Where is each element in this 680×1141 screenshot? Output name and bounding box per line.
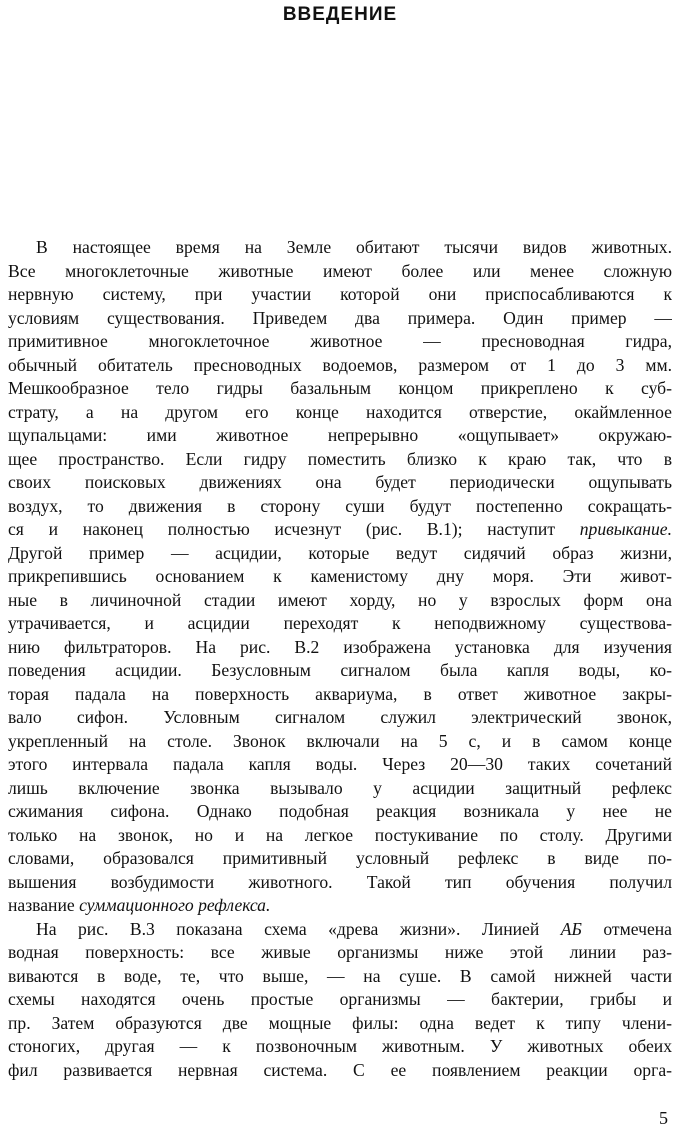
text-line: своих поисковых движениях она будет периодически ощупывать (8, 472, 672, 492)
text-line: страту, а на другом его конце находится отверстие, окаймленное (8, 401, 672, 422)
text-line: только на звонок, но и на легкое постукивание по столу. Другими (8, 824, 672, 845)
text-line: Все многоклеточные животные имеют более или менее сложную (8, 260, 672, 281)
text-line: поведения асцидии. Безусловным сигналом была капля воды, ко- (8, 660, 672, 680)
text-line: торая падала на поверхность аквариума, в ответ животное закры- (8, 683, 672, 704)
text-line: утрачивается, и асцидии переходят к неподвижному существова- (8, 613, 672, 633)
term-summation-reflex: суммационного рефлекса. (79, 895, 271, 915)
term-habituation: привыкание. (579, 519, 672, 539)
text-line: схемы находятся очень простые организмы — бактерии, грибы и (8, 989, 672, 1009)
text-segment: отмечена (581, 918, 672, 939)
text-line: вышения возбудимости животного. Такой тип обучения получил (8, 871, 672, 892)
text-line: водная поверхность: все живые организмы ниже этой линии раз- (8, 942, 672, 962)
text-line: сжимания сифона. Однако подобная реакция возникала у нее не (8, 801, 672, 821)
text-line: нию фильтраторов. На рис. В.2 изображена установка для изучения (8, 636, 672, 657)
text-line: Мешкообразное тело гидры базальным концом прикреплено к суб- (8, 378, 672, 398)
text-line: вало сифон. Условным сигналом служил электрический звонок, (8, 707, 672, 727)
text-line: примитивное многоклеточное животное — пресноводная гидра, (8, 331, 672, 351)
text-line: нервную систему, при участии которой они приспосабливаются к (8, 284, 672, 304)
text-line: фил развивается нервная система. С ее появлением реакции орга- (8, 1059, 672, 1080)
text-segment: название (8, 895, 80, 915)
paragraph-2 (8, 918, 672, 1083)
text-line: стоногих, другая — к позвоночным животным. У животных обеих (8, 1036, 672, 1056)
text-line: В настоящее время на Земле обитают тысячи видов животных. (36, 237, 672, 257)
text-line: виваются в воде, те, что выше, — на суше. В самой нижней части (8, 965, 672, 986)
line-label-ab: АБ (560, 918, 582, 939)
text-line: ные в личиночной стадии имеют хорду, но у взрослых форм она (8, 589, 672, 610)
text-line: Другой пример — асцидии, которые ведут сидячий образ жизни, (8, 542, 672, 563)
text-segment: ся и наконец полностью исчезнут (рис. В.1); наступит (8, 519, 580, 539)
paragraph-1 (8, 236, 672, 918)
text-line: словами, образовался примитивный условный рефлекс в виде по- (8, 848, 672, 868)
text-line: укрепленный на столе. Звонок включали на 5 с, и в самом конце (8, 730, 672, 751)
text-line (8, 518, 672, 542)
text-line: лишь включение звонка вызывало у асцидии защитный рефлекс (8, 777, 672, 798)
text-line (8, 894, 672, 918)
text-line: пр. Затем образуются две мощные филы: одна ведет к типу члени- (8, 1012, 672, 1033)
text-line (8, 918, 672, 942)
text-line: щупальцами: ими животное непрерывно «ощупывает» окружаю- (8, 425, 672, 445)
text-line: этого интервала падала капля воды. Через 20—30 таких сочетаний (8, 754, 672, 774)
chapter-heading: ВВЕДЕНИЕ (282, 4, 398, 25)
text-line: условиям существования. Приведем два примера. Один пример — (8, 307, 672, 328)
text-line: воздух, то движения в сторону суши будут постепенно сокращать- (8, 495, 672, 516)
text-line: обычный обитатель пресноводных водоемов, размером от 1 до 3 мм. (8, 354, 672, 375)
text-line: прикрепившись основанием к каменистому дну моря. Эти живот- (8, 566, 672, 586)
text-line: щее пространство. Если гидру поместить близко к краю так, что в (8, 448, 672, 469)
text-segment: На рис. В.3 показана схема «древа жизни». Линией (36, 918, 561, 939)
page-number: 5 (659, 1108, 668, 1128)
body-text (8, 236, 672, 1082)
